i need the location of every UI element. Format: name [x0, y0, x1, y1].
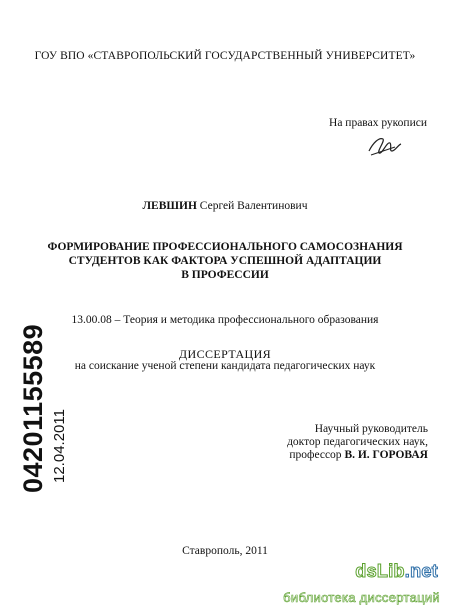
signature-icon [365, 129, 405, 161]
specialty-code: 13.00.08 – Теория и методика профессионального образования [71, 314, 379, 326]
dslib-logo [355, 561, 438, 582]
degree-purpose: на соискание ученой степени кандидата педагогических наук [74, 360, 376, 372]
logo-subtitle: библиотека диссертаций [283, 590, 440, 605]
logo-tld: .net [404, 561, 438, 581]
manuscript-rights-note: На правах рукописи [329, 117, 427, 129]
city-year: Ставрополь, 2011 [182, 545, 268, 557]
supervisor-role: Научный руководитель [314, 423, 428, 435]
author-given-names: Сергей Валентинович [199, 200, 308, 212]
logo-main: dsLib [355, 561, 405, 581]
dissertation-label: ДИССЕРТАЦИЯ [178, 347, 272, 361]
university-name: ГОУ ВПО «СТАВРОПОЛЬСКИЙ ГОСУДАРСТВЕННЫЙ УНИВЕРСИТЕТ» [34, 50, 416, 62]
title-line-3: В ПРОФЕССИИ [181, 269, 269, 281]
supervisor-name: В. И. ГОРОВАЯ [344, 449, 428, 461]
registration-date: 12.04.2011 [51, 409, 68, 483]
dissertation-title [0, 240, 450, 282]
author-surname: ЛЕВШИН [142, 200, 197, 212]
supervisor-block [287, 423, 428, 462]
title-line-2: СТУДЕНТОВ КАК ФАКТОРА УСПЕШНОЙ АДАПТАЦИИ [68, 255, 382, 267]
supervisor-title: профессор [289, 449, 342, 461]
title-line-1: ФОРМИРОВАНИЕ ПРОФЕССИОНАЛЬНОГО САМОСОЗНАНИЯ [47, 241, 403, 253]
signature [365, 129, 405, 166]
author-name [0, 200, 450, 212]
registration-number: 04201155589 [18, 323, 48, 493]
supervisor-name-line [287, 449, 428, 462]
supervisor-degree: доктор педагогических наук, [287, 436, 428, 448]
